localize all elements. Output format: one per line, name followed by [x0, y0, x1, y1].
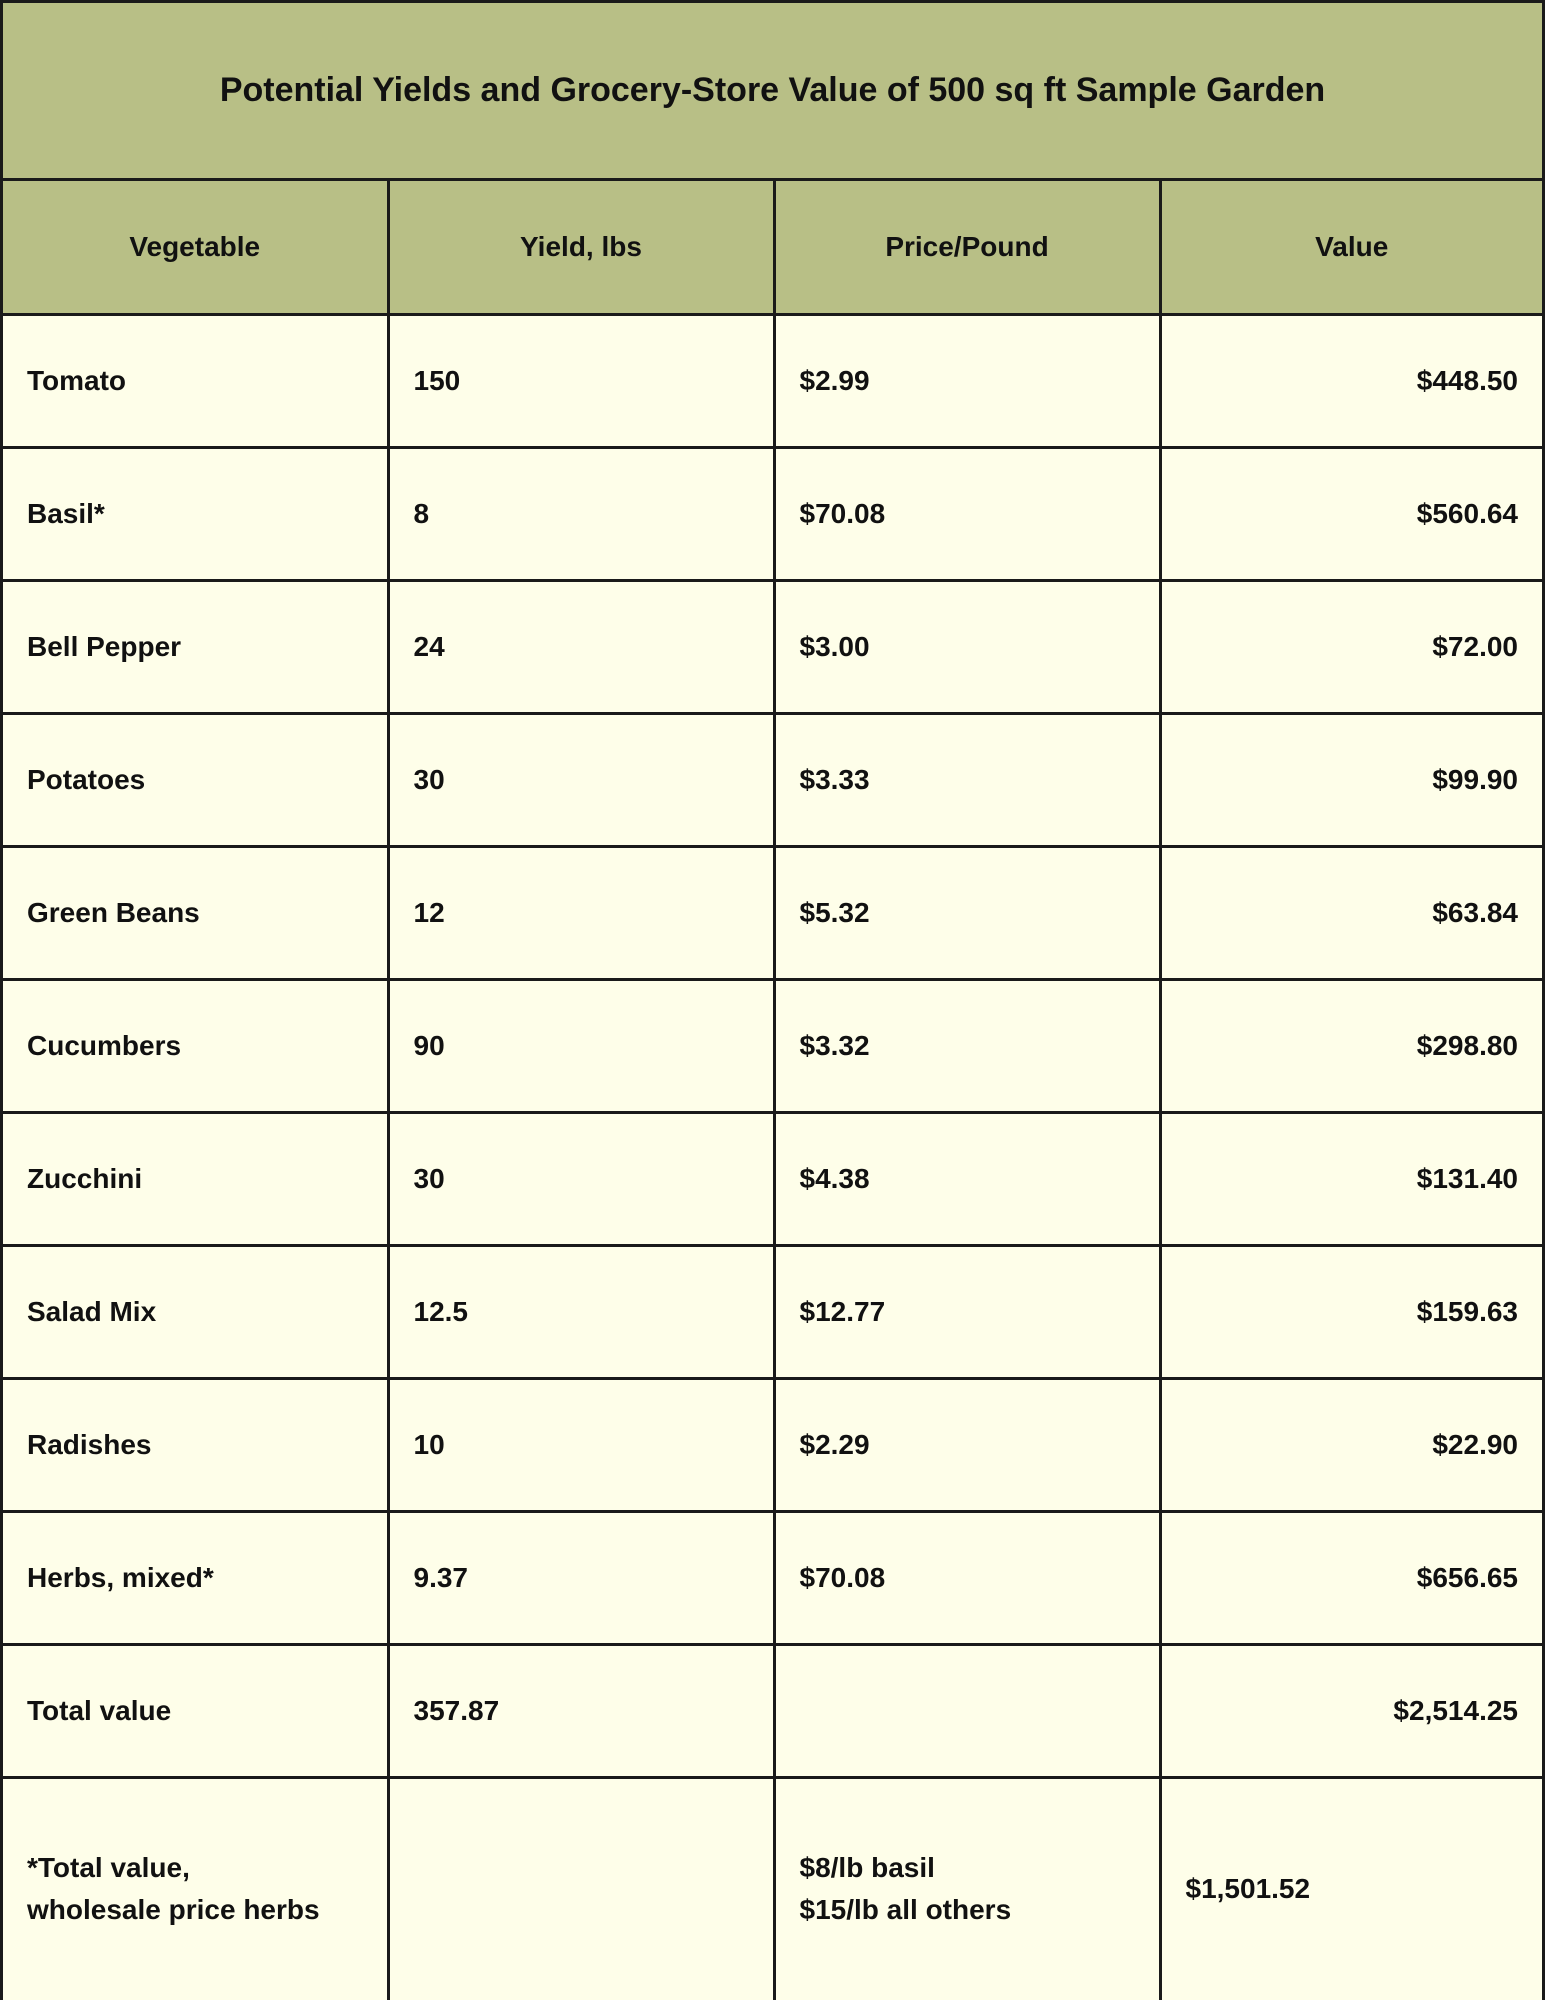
price-cell: $3.32 — [774, 979, 1160, 1112]
table-row — [3, 1378, 1542, 1511]
note-value: $1,501.52 — [1160, 1777, 1542, 2000]
table-row — [3, 979, 1542, 1112]
table-row — [3, 447, 1542, 580]
note-label-line1: *Total value, — [27, 1852, 190, 1884]
table-row — [3, 1112, 1542, 1245]
vegetable-cell: Zucchini — [3, 1112, 388, 1245]
vegetable-cell: Tomato — [3, 314, 388, 447]
yield-cell: 9.37 — [388, 1511, 774, 1644]
vegetable-cell: Potatoes — [3, 713, 388, 846]
table-row — [3, 713, 1542, 846]
yield-cell: 8 — [388, 447, 774, 580]
price-cell: $5.32 — [774, 846, 1160, 979]
yield-cell: 90 — [388, 979, 774, 1112]
price-cell: $70.08 — [774, 1511, 1160, 1644]
value-cell: $159.63 — [1160, 1245, 1542, 1378]
table-title: Potential Yields and Grocery-Store Value of 500 sq ft Sample Garden — [3, 3, 1542, 181]
table-row — [3, 314, 1542, 447]
yield-cell: 12 — [388, 846, 774, 979]
value-cell: $560.64 — [1160, 447, 1542, 580]
price-cell: $2.99 — [774, 314, 1160, 447]
yield-cell: 30 — [388, 1112, 774, 1245]
note-price-line2: $15/lb all others — [799, 1894, 1012, 1926]
value-cell: $72.00 — [1160, 580, 1542, 713]
header-vegetable: Vegetable — [3, 181, 388, 314]
price-cell: $4.38 — [774, 1112, 1160, 1245]
value-cell: $131.40 — [1160, 1112, 1542, 1245]
table-row — [3, 1245, 1542, 1378]
value-cell: $22.90 — [1160, 1378, 1542, 1511]
yield-cell: 30 — [388, 713, 774, 846]
vegetable-cell: Bell Pepper — [3, 580, 388, 713]
price-cell: $3.00 — [774, 580, 1160, 713]
table-row — [3, 580, 1542, 713]
vegetable-cell: Cucumbers — [3, 979, 388, 1112]
vegetable-cell: Herbs, mixed* — [3, 1511, 388, 1644]
total-label: Total value — [3, 1644, 388, 1777]
vegetable-cell: Salad Mix — [3, 1245, 388, 1378]
price-cell: $12.77 — [774, 1245, 1160, 1378]
total-row — [3, 1644, 1542, 1777]
value-cell: $298.80 — [1160, 979, 1542, 1112]
yield-cell: 24 — [388, 580, 774, 713]
note-label — [3, 1777, 388, 2000]
value-cell: $448.50 — [1160, 314, 1542, 447]
vegetable-cell: Green Beans — [3, 846, 388, 979]
yield-cell: 150 — [388, 314, 774, 447]
vegetable-cell: Radishes — [3, 1378, 388, 1511]
vegetable-cell: Basil* — [3, 447, 388, 580]
table-row — [3, 846, 1542, 979]
note-label-line2: wholesale price herbs — [27, 1894, 320, 1926]
value-cell: $656.65 — [1160, 1511, 1542, 1644]
yield-cell: 12.5 — [388, 1245, 774, 1378]
header-yield: Yield, lbs — [388, 181, 774, 314]
price-cell: $2.29 — [774, 1378, 1160, 1511]
total-value: $2,514.25 — [1160, 1644, 1542, 1777]
note-yield — [388, 1777, 774, 2000]
table-row — [3, 1511, 1542, 1644]
price-cell: $3.33 — [774, 713, 1160, 846]
header-row — [3, 181, 1542, 314]
note-price — [774, 1777, 1160, 2000]
total-price — [774, 1644, 1160, 1777]
value-cell: $63.84 — [1160, 846, 1542, 979]
yield-cell: 10 — [388, 1378, 774, 1511]
header-price: Price/Pound — [774, 181, 1160, 314]
note-price-line1: $8/lb basil — [799, 1852, 935, 1884]
price-cell: $70.08 — [774, 447, 1160, 580]
yield-value-table — [3, 181, 1542, 2000]
value-cell: $99.90 — [1160, 713, 1542, 846]
wholesale-note-row — [3, 1777, 1542, 2000]
header-value: Value — [1160, 181, 1542, 314]
total-yield: 357.87 — [388, 1644, 774, 1777]
